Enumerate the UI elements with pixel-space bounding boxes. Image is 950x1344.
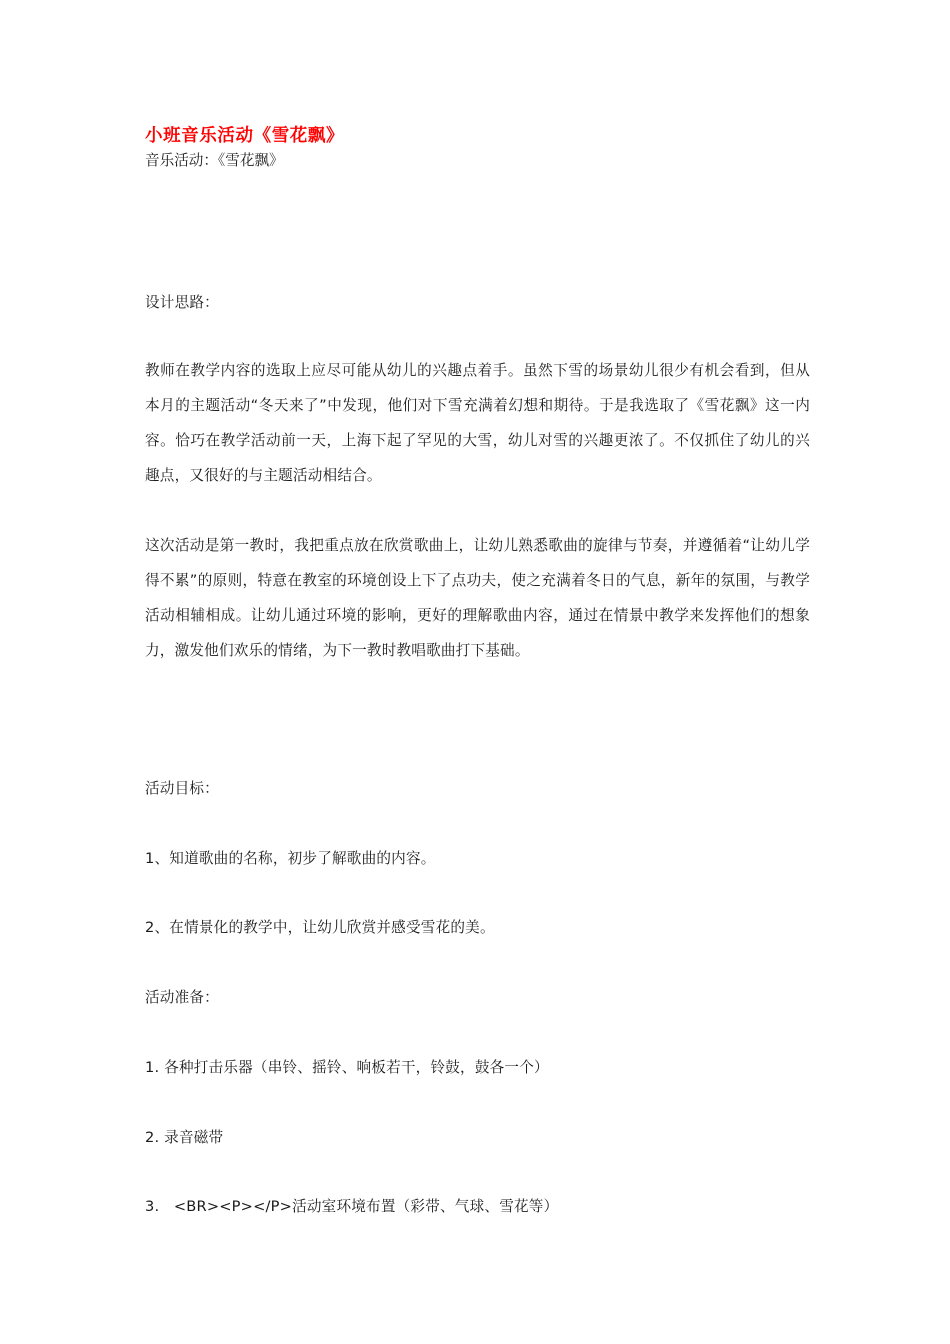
document-subtitle: 音乐活动：《雪花飘》 [145, 152, 284, 169]
goal-item-1: 1、知道歌曲的名称，初步了解歌曲的内容。 [145, 850, 436, 867]
goals-heading: 活动目标： [145, 780, 219, 797]
prep-heading: 活动准备： [145, 989, 219, 1006]
prep-item-3: 3. <BR><P></P>活动室环境布置（彩带、气球、雪花等） [145, 1198, 559, 1215]
document-title: 小班音乐活动《雪花飘》 [145, 126, 345, 146]
design-paragraph-2: 这次活动是第一教时，我把重点放在欣赏歌曲上，让幼儿熟悉歌曲的旋律与节奏，并遵循着“让幼儿学得不累”的原则，特意在教室的环境创设上下了点功夫，使之充满着冬日的气息，新年的氛围，与教学活动相辅相成。让幼儿通过环境的影响，更好的理解歌曲内容，通过在情景中教学来发挥他们的想象力，激发他们欢乐的情绪，为下一教时教唱歌曲打下基础。 [145, 537, 810, 659]
prep-item-1: 1. 各种打击乐器（串铃、摇铃、响板若干，铃鼓，鼓各一个） [145, 1059, 549, 1076]
goal-item-2: 2、在情景化的教学中，让幼儿欣赏并感受雪花的美。 [145, 919, 495, 936]
prep-item-2: 2. 录音磁带 [145, 1129, 224, 1146]
design-heading: 设计思路： [145, 294, 219, 311]
design-paragraph-1: 教师在教学内容的选取上应尽可能从幼儿的兴趣点着手。虽然下雪的场景幼儿很少有机会看到，但从本月的主题活动“冬天来了”中发现，他们对下雪充满着幻想和期待。于是我选取了《雪花飘》这一内容。恰巧在教学活动前一天，上海下起了罕见的大雪，幼儿对雪的兴趣更浓了。不仅抓住了幼儿的兴趣点，又很好的与主题活动相结合。 [145, 362, 810, 484]
